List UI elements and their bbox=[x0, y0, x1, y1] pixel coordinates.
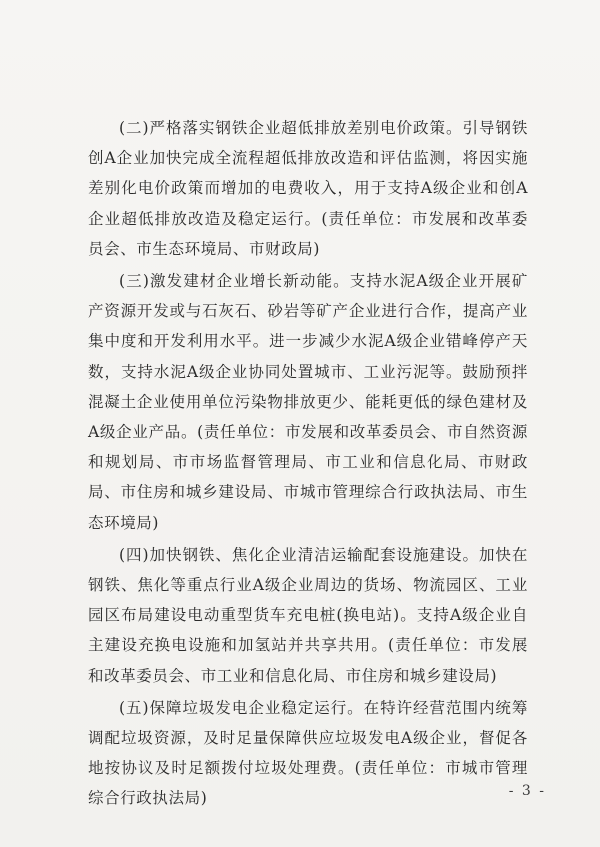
paragraph-building-materials: (三)激发建材企业增长新动能。支持水泥A级企业开展矿产资源开发或与石灰石、砂岩等矿产企业进行合作，提高产业集中度和开发利用水平。进一步减少水泥A级企业错峰停产天数，支持水泥A级企业协同处置城市、工业污泥等。鼓励预拌混凝土企业使用单位污染物排放更少、能耗更低的绿色建材及A级企业产品。(责任单位：市发展和改革委员会、市自然资源和规划局、市市场监督管理局、市工业和信息化局、市财政局、市住房和城乡建设局、市城市管理综合行政执法局、市生态环境局) bbox=[88, 272, 528, 532]
paragraph-waste-power: (五)保障垃圾发电企业稳定运行。在特许经营范围内统筹调配垃圾资源，及时足量保障供应垃圾发电A级企业，督促各地按协议及时足额拨付垃圾处理费。(责任单位：市城市管理综合行政执法局) bbox=[88, 698, 528, 808]
paragraph-clean-transport: (四)加快钢铁、焦化企业清洁运输配套设施建设。加快在钢铁、焦化等重点行业A级企业周边的货场、物流园区、工业园区布局建设电动重型货车充电桩(换电站)。支持A级企业自主建设充换电设施和加氢站并共享共用。(责任单位：市发展和改革委员会、市工业和信息化局、市住房和城乡建设局) bbox=[88, 545, 528, 685]
page-number: - 3 - bbox=[508, 783, 546, 799]
document-body bbox=[88, 113, 528, 816]
paragraph-steel-pricing: (二)严格落实钢铁企业超低排放差别电价政策。引导钢铁创A企业加快完成全流程超低排放改造和评估监测，将因实施差别化电价政策而增加的电费收入，用于支持A级企业和创A企业超低排放改造及稳定运行。(责任单位：市发展和改革委员会、市生态环境局、市财政局) bbox=[88, 119, 528, 258]
